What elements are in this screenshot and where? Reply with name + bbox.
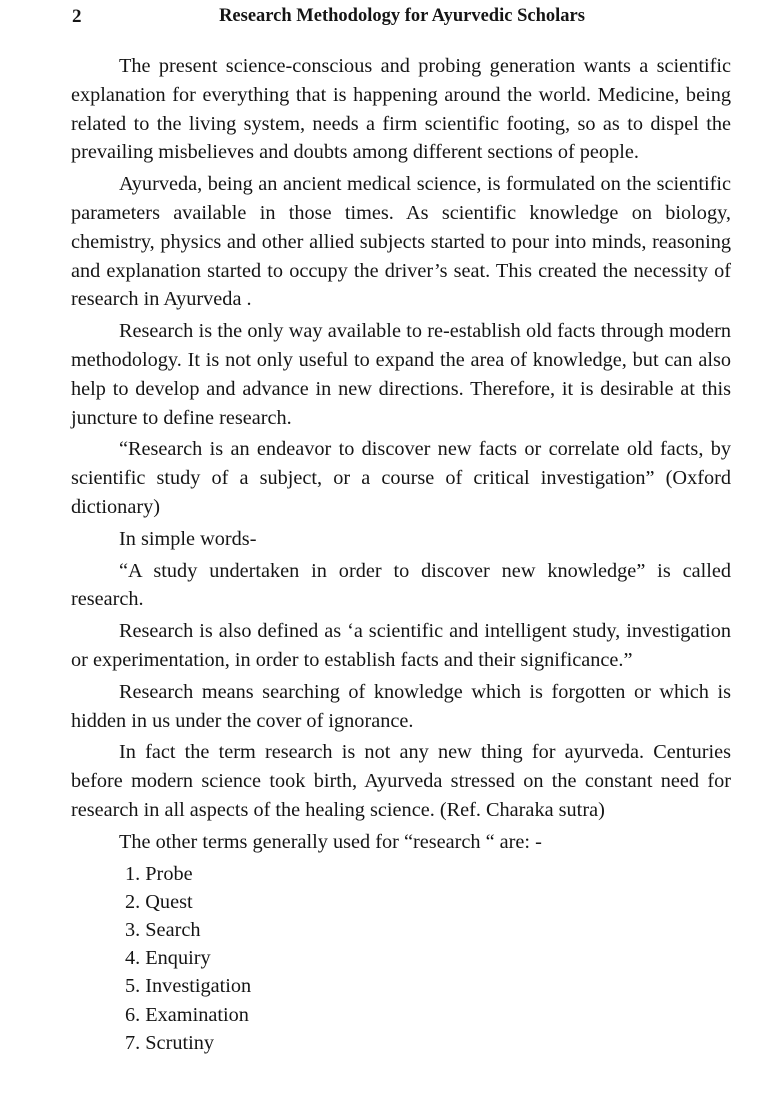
- list-item: 2. Quest: [125, 890, 193, 913]
- page-number: 2: [72, 6, 82, 27]
- list-item: 1. Probe: [125, 862, 193, 885]
- paragraph: Research is also defined as ‘a scientific and intelligent study, investigation or experimentation, in order to establish facts and their significance.”: [71, 620, 731, 671]
- quote-paragraph: “Research is an endeavor to discover new facts or correlate old facts, by scientific study of a subject, or a course of critical investigation” (Oxford dictionary): [71, 438, 731, 518]
- list-item: 6. Examination: [125, 1003, 249, 1026]
- list-item: 7. Scrutiny: [125, 1031, 215, 1054]
- paragraph: Research is the only way available to re-establish old facts through modern methodology. It is not only useful to expand the area of knowledge, but can also help to develop and advance in new directions. Therefore, it is desirable at this juncture to define research.: [71, 320, 731, 429]
- terms-list: [125, 860, 731, 1057]
- list-item: 4. Enquiry: [125, 947, 211, 970]
- paragraph: In simple words-: [119, 527, 257, 550]
- paragraph: Ayurveda, being an ancient medical science, is formulated on the scientific parameters available in those times. As scientific knowledge on biology, chemistry, physics and other allied subjects started to pour into minds, reasoning and explanation started to occupy the driver’s seat. This created the necessity of research in Ayurveda .: [71, 173, 731, 311]
- paragraph: The present science-conscious and probing generation wants a scientific explanation for everything that is happening around the world. Medicine, being related to the living system, needs a firm scientific footing, so as to dispel the prevailing misbelieves and doubts among different sections of people.: [71, 55, 731, 164]
- list-item: 3. Search: [125, 918, 201, 941]
- list-item: 5. Investigation: [125, 975, 252, 998]
- paragraph: Research means searching of knowledge which is forgotten or which is hidden in us under the cover of ignorance.: [71, 680, 731, 732]
- page-body: [71, 52, 731, 1057]
- paragraph: In fact the term research is not any new thing for ayurveda. Centuries before modern science took birth, Ayurveda stressed on the constant need for research in all aspects of the healing science. (Ref. Charaka sutra): [71, 741, 731, 821]
- page-header: [72, 6, 732, 32]
- quote-paragraph: “A study undertaken in order to discover new knowledge” is called research.: [71, 559, 731, 611]
- running-title: Research Methodology for Ayurvedic Scholars: [219, 6, 585, 26]
- paragraph: The other terms generally used for “research “ are: -: [119, 830, 542, 853]
